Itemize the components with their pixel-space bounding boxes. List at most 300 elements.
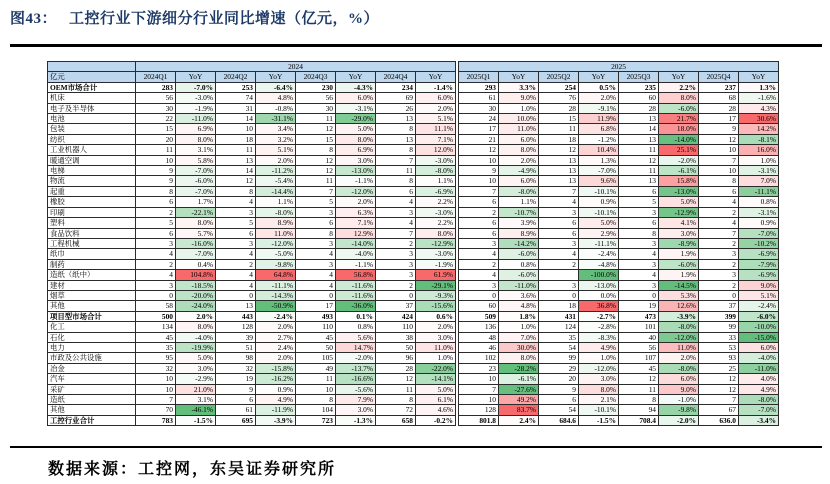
yoy-cell: -12.0% (336, 186, 376, 196)
row-label-cell: 纺织 (48, 134, 136, 144)
yoy-cell: -4.8% (579, 259, 619, 269)
value-cell: 431 (539, 311, 579, 321)
column-header: YoY (739, 72, 779, 82)
value-cell: 7 (376, 155, 416, 165)
yoy-cell: -6.0% (499, 249, 539, 259)
yoy-cell: 2.4% (256, 342, 296, 352)
row-label-cell: 纸巾 (48, 249, 136, 259)
value-cell: 6 (136, 228, 176, 238)
value-cell: 17 (296, 301, 336, 311)
value-cell: 12 (619, 374, 659, 384)
value-cell: 5 (216, 218, 256, 228)
value-cell: 3 (376, 259, 416, 269)
value-cell: 50 (296, 342, 336, 352)
value-cell: 6 (216, 228, 256, 238)
table-row (48, 384, 779, 394)
column-header: 2025Q1 (459, 72, 499, 82)
yoy-cell: -8.1% (739, 134, 779, 144)
yoy-cell: 16.0% (739, 145, 779, 155)
row-label-cell: 工程机械 (48, 238, 136, 248)
table-row (48, 363, 779, 373)
yoy-cell: 4.9% (256, 395, 296, 405)
value-cell: 10 (699, 145, 739, 155)
row-label-cell: 化工 (48, 322, 136, 332)
value-cell: 19 (216, 374, 256, 384)
yoy-cell: 5.7% (176, 228, 216, 238)
yoy-cell: 2.9% (579, 228, 619, 238)
yoy-cell: 0.6% (416, 311, 456, 321)
row-label-cell: 工业机器人 (48, 145, 136, 155)
column-header-row (48, 72, 779, 82)
row-label-cell: 汽车 (48, 374, 136, 384)
yoy-cell: 1.1% (256, 197, 296, 207)
value-cell: 6 (459, 218, 499, 228)
value-cell: 7 (136, 395, 176, 405)
value-cell: 6 (539, 228, 579, 238)
value-cell: 6 (376, 186, 416, 196)
table-row (48, 374, 779, 384)
value-cell: 6 (619, 218, 659, 228)
yoy-cell: 2.7% (256, 332, 296, 342)
value-cell: 3 (376, 207, 416, 217)
value-cell: 12 (699, 134, 739, 144)
value-cell: 4 (216, 280, 256, 290)
table-row (48, 415, 779, 425)
value-cell: 4 (376, 218, 416, 228)
yoy-cell: 7.9% (336, 395, 376, 405)
value-cell: 6 (699, 186, 739, 196)
column-header: 2025Q3 (619, 72, 659, 82)
unit-header-cell: 亿元 (48, 72, 136, 82)
value-cell: 12 (296, 124, 336, 134)
yoy-cell: 4.3% (739, 103, 779, 113)
yoy-cell: -15.6% (416, 301, 456, 311)
yoy-cell: 2.0% (256, 353, 296, 363)
table-row (48, 311, 779, 321)
yoy-cell: 2.4% (499, 415, 539, 425)
value-cell: 10 (459, 374, 499, 384)
yoy-cell: -5.4% (256, 176, 296, 186)
value-cell: 13 (216, 301, 256, 311)
value-cell: 12 (296, 166, 336, 176)
value-cell: 2 (699, 259, 739, 269)
value-cell: 76 (539, 93, 579, 103)
value-cell: 31 (216, 103, 256, 113)
value-cell: 399 (699, 311, 739, 321)
value-cell: 95 (136, 353, 176, 363)
yoy-cell: 3.0% (176, 363, 216, 373)
value-cell: 4 (619, 270, 659, 280)
yoy-cell: -2.0% (659, 415, 699, 425)
row-label-cell: 起重 (48, 186, 136, 196)
yoy-cell: -6.9% (416, 186, 456, 196)
yoy-cell: -10.7% (499, 207, 539, 217)
column-header: 2024Q1 (136, 72, 176, 82)
yoy-cell: -8.0% (416, 166, 456, 176)
yoy-cell: 7.1% (416, 134, 456, 144)
value-cell: 13 (539, 155, 579, 165)
yoy-cell: 5.0% (176, 353, 216, 363)
value-cell: 134 (136, 322, 176, 332)
value-cell: 33 (699, 332, 739, 342)
value-cell: 8 (376, 395, 416, 405)
table-row (48, 280, 779, 290)
yoy-cell: -2.0% (336, 353, 376, 363)
row-label-cell: 制药 (48, 259, 136, 269)
yoy-cell: -31.1% (256, 114, 296, 124)
yoy-cell: 2.0% (579, 93, 619, 103)
yoy-cell: 8.0% (499, 145, 539, 155)
yoy-cell: 10.0% (499, 114, 539, 124)
yoy-cell: 3.0% (659, 228, 699, 238)
value-cell: 99 (539, 353, 579, 363)
value-cell: 10 (136, 155, 176, 165)
row-label-cell: 电力 (48, 342, 136, 352)
yoy-cell: 5.8% (176, 155, 216, 165)
value-cell: 11 (296, 374, 336, 384)
value-cell: 10 (699, 166, 739, 176)
value-cell: 35 (136, 342, 176, 352)
yoy-cell: -29.1% (416, 280, 456, 290)
yoy-cell: -8.0% (499, 186, 539, 196)
value-cell: 13 (539, 176, 579, 186)
value-cell: 4 (376, 197, 416, 207)
row-label-cell: OEM市场合计 (48, 82, 136, 92)
value-cell: 3 (136, 238, 176, 248)
yoy-cell: 1.1% (499, 197, 539, 207)
yoy-cell: -7.0% (176, 249, 216, 259)
yoy-cell: 8.0% (416, 228, 456, 238)
row-label-cell: 橡胶 (48, 197, 136, 207)
value-cell: 96 (376, 353, 416, 363)
yoy-cell: 4.6% (416, 405, 456, 415)
yoy-cell: -14.0% (659, 134, 699, 144)
yoy-cell: 1.9% (659, 249, 699, 259)
yoy-cell: -8.0% (659, 322, 699, 332)
value-cell: 2 (539, 259, 579, 269)
value-cell: 7 (539, 186, 579, 196)
table-row (48, 207, 779, 217)
table-row (48, 342, 779, 352)
yoy-cell: 0.9% (256, 384, 296, 394)
yoy-cell: -0.8% (256, 103, 296, 113)
yoy-cell: -22.1% (176, 207, 216, 217)
value-cell: 8 (216, 186, 256, 196)
value-cell: 124 (539, 322, 579, 332)
table-row (48, 82, 779, 92)
value-cell: 23 (459, 363, 499, 373)
value-cell: 7 (699, 155, 739, 165)
value-cell: 6 (539, 395, 579, 405)
value-cell: 67 (699, 405, 739, 415)
value-cell: 102 (459, 353, 499, 363)
yoy-cell: 3.1% (176, 395, 216, 405)
value-cell: 3 (619, 207, 659, 217)
yoy-cell: -11.2% (256, 166, 296, 176)
yoy-cell: -13.0% (579, 280, 619, 290)
yoy-cell: 3.0% (579, 374, 619, 384)
yoy-cell: -22.0% (416, 363, 456, 373)
yoy-cell: 2.0% (416, 322, 456, 332)
yoy-cell: -10.2% (739, 238, 779, 248)
value-cell: 10 (459, 176, 499, 186)
table-row (48, 249, 779, 259)
value-cell: 15 (539, 114, 579, 124)
yoy-cell: 56.8% (336, 270, 376, 280)
yoy-cell: 8.0% (659, 93, 699, 103)
value-cell: 54 (539, 342, 579, 352)
value-cell: 28 (376, 363, 416, 373)
table-row (48, 270, 779, 280)
value-cell: 2 (216, 259, 256, 269)
yoy-cell: -4.3% (336, 82, 376, 92)
value-cell: 253 (216, 82, 256, 92)
yoy-cell: 4.0% (739, 374, 779, 384)
value-cell: 801.8 (459, 415, 499, 425)
row-label-cell: 机床 (48, 93, 136, 103)
value-cell: 12 (376, 374, 416, 384)
value-cell: 3 (539, 280, 579, 290)
value-cell: 4 (136, 270, 176, 280)
value-cell: 11 (296, 176, 336, 186)
yoy-cell: 4.8% (499, 301, 539, 311)
value-cell: 0 (619, 290, 659, 300)
value-cell: 4 (216, 197, 256, 207)
value-cell: 54 (539, 405, 579, 415)
yoy-cell: -1.0% (659, 395, 699, 405)
yoy-cell: -5.0% (256, 249, 296, 259)
value-cell: 26 (376, 103, 416, 113)
value-cell: 9 (699, 124, 739, 134)
yoy-cell: -9.3% (416, 290, 456, 300)
value-cell: 12 (459, 145, 499, 155)
yoy-cell: 3.0% (336, 405, 376, 415)
table-row (48, 290, 779, 300)
value-cell: 234 (376, 82, 416, 92)
value-cell: 8 (296, 228, 336, 238)
yoy-cell: 1.0% (416, 353, 456, 363)
yoy-cell: 5.1% (739, 290, 779, 300)
value-cell: 3 (619, 280, 659, 290)
value-cell: 45 (619, 363, 659, 373)
row-label-cell: 石化 (48, 332, 136, 342)
yoy-cell: -6.9% (739, 249, 779, 259)
yoy-cell: 1.9% (659, 270, 699, 280)
value-cell: 29 (539, 363, 579, 373)
value-cell: 30 (136, 103, 176, 113)
yoy-cell: -27.6% (499, 384, 539, 394)
value-cell: 11 (136, 145, 176, 155)
yoy-cell: -14.1% (416, 374, 456, 384)
value-cell: 10 (216, 124, 256, 134)
value-cell: 2 (376, 280, 416, 290)
value-cell: 13 (216, 155, 256, 165)
table-row (48, 186, 779, 196)
value-cell: 7 (699, 228, 739, 238)
yoy-cell: -6.0% (659, 103, 699, 113)
yoy-cell: 6.9% (176, 124, 216, 134)
value-cell: 2 (376, 238, 416, 248)
value-cell: 5 (619, 197, 659, 207)
value-cell: 13 (539, 166, 579, 176)
row-label-cell: 电池 (48, 114, 136, 124)
value-cell: 30 (296, 103, 336, 113)
yoy-cell: 6.0% (336, 93, 376, 103)
yoy-cell: -12.9% (416, 238, 456, 248)
value-cell: 22 (136, 114, 176, 124)
yoy-cell: -14.0% (336, 238, 376, 248)
yoy-cell: 11.1% (416, 124, 456, 134)
yoy-cell: -0.2% (416, 415, 456, 425)
value-cell: 13 (619, 134, 659, 144)
yoy-cell: 5.0% (416, 384, 456, 394)
value-cell: 72 (376, 405, 416, 415)
yoy-cell: -1.9% (416, 259, 456, 269)
yoy-cell: -3.0% (416, 249, 456, 259)
value-cell: 4 (216, 270, 256, 280)
yoy-cell: -3.4% (739, 415, 779, 425)
value-cell: 4 (296, 270, 336, 280)
table-row (48, 134, 779, 144)
value-cell: 11 (619, 384, 659, 394)
yoy-cell: 18.0% (659, 124, 699, 134)
yoy-cell: 0.8% (499, 259, 539, 269)
value-cell: 3 (296, 207, 336, 217)
value-cell: 6 (216, 395, 256, 405)
value-cell: 4 (699, 197, 739, 207)
value-cell: 128 (216, 322, 256, 332)
value-cell: 3 (376, 249, 416, 259)
yoy-cell: -13.7% (336, 363, 376, 373)
value-cell: 99 (699, 322, 739, 332)
table-row (48, 145, 779, 155)
yoy-cell: -7.0% (739, 228, 779, 238)
value-cell: 13 (619, 114, 659, 124)
value-cell: 2 (459, 259, 499, 269)
yoy-cell: 8.0% (579, 384, 619, 394)
yoy-cell: -2.4% (579, 249, 619, 259)
value-cell: 10 (459, 395, 499, 405)
yoy-cell: 6.9% (336, 145, 376, 155)
yoy-cell: -7.0% (176, 166, 216, 176)
value-cell: 0 (136, 290, 176, 300)
value-cell: 61 (216, 405, 256, 415)
yoy-cell: 0.1% (336, 311, 376, 321)
row-label-cell: 电子及半导体 (48, 103, 136, 113)
value-cell: 3 (296, 238, 336, 248)
yoy-cell: -50.9% (256, 301, 296, 311)
value-cell: 235 (619, 82, 659, 92)
value-cell: 10 (136, 374, 176, 384)
yoy-cell: 9.0% (499, 93, 539, 103)
yoy-cell: 6.0% (416, 93, 456, 103)
value-cell: 254 (539, 82, 579, 92)
value-cell (539, 270, 579, 280)
yoy-cell: 8.0% (499, 353, 539, 363)
yoy-cell: 6.3% (336, 207, 376, 217)
value-cell: 15 (136, 124, 176, 134)
yoy-cell: -7.0% (176, 82, 216, 92)
value-cell: 60 (459, 301, 499, 311)
value-cell: 56 (619, 342, 659, 352)
yoy-cell: -9.1% (579, 103, 619, 113)
yoy-cell: -14.4% (256, 186, 296, 196)
yoy-cell: 1.0% (499, 103, 539, 113)
yoy-cell: 7.0% (739, 176, 779, 186)
yoy-cell: 1.0% (579, 353, 619, 363)
yoy-cell: -18.5% (176, 280, 216, 290)
yoy-cell: 6.0% (739, 342, 779, 352)
value-cell: 8 (699, 176, 739, 186)
yoy-cell: 21.0% (176, 384, 216, 394)
yoy-cell: 1.8% (499, 311, 539, 321)
value-cell: 9 (216, 384, 256, 394)
value-cell: 9 (136, 166, 176, 176)
value-cell: 6 (296, 218, 336, 228)
yoy-cell: 6.0% (499, 134, 539, 144)
value-cell: 46 (459, 342, 499, 352)
yoy-cell: 10.4% (579, 145, 619, 155)
yoy-cell: 2.0% (659, 353, 699, 363)
value-cell: 18 (216, 134, 256, 144)
value-cell: 3 (459, 280, 499, 290)
column-header: YoY (416, 72, 456, 82)
value-cell: 19 (619, 301, 659, 311)
yoy-cell: -14.2% (499, 238, 539, 248)
yoy-cell: 64.8% (256, 270, 296, 280)
yoy-cell: -4.0% (176, 332, 216, 342)
value-cell: 443 (216, 311, 256, 321)
row-label-cell: 印刷 (48, 207, 136, 217)
column-header: 2025Q2 (539, 72, 579, 82)
yoy-cell: -100.0% (579, 270, 619, 280)
yoy-cell: -2.8% (579, 322, 619, 332)
yoy-cell: 3.6% (499, 290, 539, 300)
value-cell: 28 (539, 103, 579, 113)
value-cell: 8 (376, 176, 416, 186)
yoy-cell: -12.0% (659, 332, 699, 342)
yoy-cell: -11.0% (176, 114, 216, 124)
value-cell: 636.0 (699, 415, 739, 425)
value-cell: 11 (619, 166, 659, 176)
yoy-cell: 21.7% (659, 114, 699, 124)
yoy-cell: -6.0% (499, 270, 539, 280)
data-source-text: 数据来源：工控网，东吴证券研究所 (48, 461, 337, 478)
yoy-cell: -1.4% (416, 82, 456, 92)
value-cell: 4 (136, 249, 176, 259)
yoy-cell: 5.0% (336, 124, 376, 134)
value-cell: 723 (296, 415, 336, 425)
column-header: YoY (499, 72, 539, 82)
value-cell: 3 (699, 270, 739, 280)
value-cell: 3 (459, 238, 499, 248)
value-cell: 3 (216, 238, 256, 248)
yoy-cell: -3.9% (659, 311, 699, 321)
value-cell: 56 (136, 93, 176, 103)
value-cell: 9 (539, 384, 579, 394)
value-cell: 15 (296, 134, 336, 144)
yoy-cell: -11.6% (336, 280, 376, 290)
yoy-cell: 1.7% (176, 197, 216, 207)
yoy-cell: -3.9% (256, 415, 296, 425)
yoy-cell: -1.2% (579, 134, 619, 144)
value-cell: 0 (376, 290, 416, 300)
yoy-cell: -12.0% (256, 238, 296, 248)
value-cell: 3 (539, 238, 579, 248)
value-cell: 4 (296, 280, 336, 290)
yoy-cell: -10.1% (579, 207, 619, 217)
yoy-cell: -29.0% (336, 114, 376, 124)
